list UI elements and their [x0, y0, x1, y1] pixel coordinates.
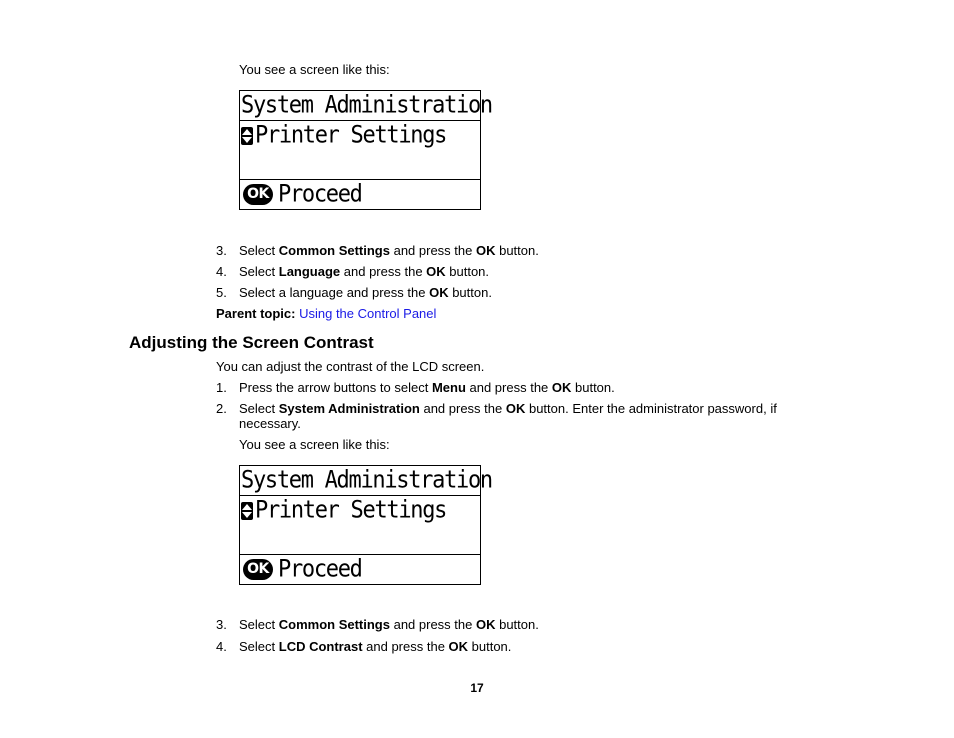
parent-topic: [216, 306, 436, 322]
lcd-item: Printer Settings: [255, 122, 447, 149]
section-intro: You can adjust the contrast of the LCD screen.: [216, 359, 485, 374]
lcd-title-row: [240, 91, 492, 121]
lcd-action: Proceed: [278, 181, 362, 208]
parent-topic-label: Parent topic:: [216, 306, 296, 321]
lcd-item: Printer Settings: [255, 497, 447, 524]
lcd-action-row: [240, 555, 480, 584]
up-down-arrow-icon: [241, 502, 253, 520]
lcd-action-row: [240, 180, 480, 209]
lcd-screen-image: [239, 90, 492, 210]
lcd-title-row: [240, 466, 492, 496]
screen-intro-text: You see a screen like this:: [239, 437, 390, 452]
lcd-item-row: [240, 121, 480, 180]
lcd-action: Proceed: [278, 556, 362, 583]
lcd-screen-image: [239, 465, 492, 585]
lcd-title: System Administration: [241, 467, 492, 494]
lcd-item-row: [240, 496, 480, 555]
section-heading: Adjusting the Screen Contrast: [129, 333, 374, 352]
ok-button-icon: OK: [243, 184, 273, 205]
page-number: 17: [470, 681, 484, 695]
lcd-title: System Administration: [241, 92, 492, 119]
up-down-arrow-icon: [241, 127, 253, 145]
ok-button-icon: OK: [243, 559, 273, 580]
parent-topic-link[interactable]: Using the Control Panel: [299, 306, 437, 321]
screen-intro-text: You see a screen like this:: [239, 62, 390, 77]
